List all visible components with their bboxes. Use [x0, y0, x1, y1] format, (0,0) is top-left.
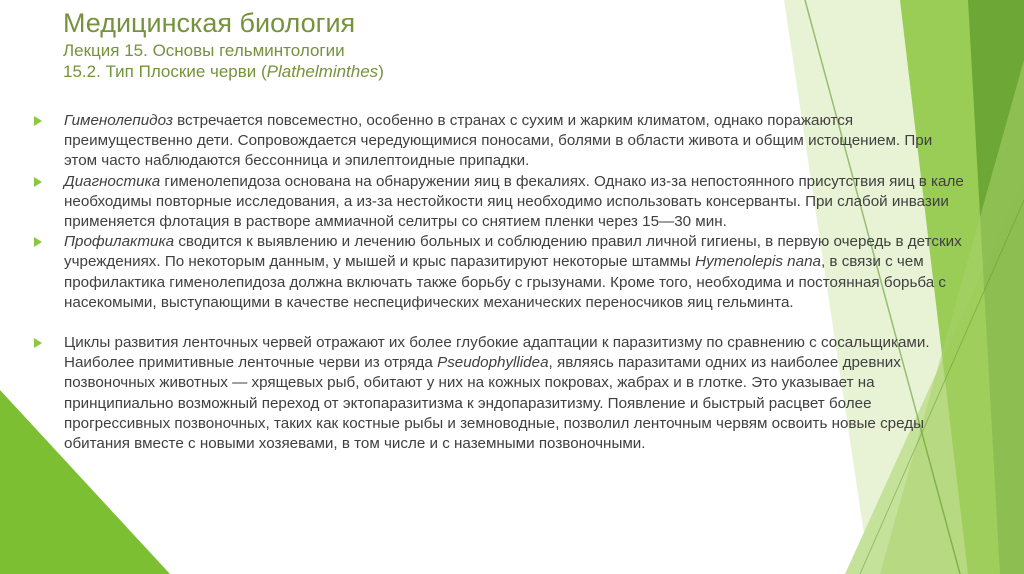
bullet-segment: , в связи с чем профилактика гименолепидоза должна включать также борьбу с грызунами. Кроме того, необходима и постоянная борьба с насекомыми, выступающими в качестве неспецифических механических переносчиков яиц гельминта.: [64, 253, 946, 311]
subtitle-section-latin: Plathelminthes: [266, 62, 379, 81]
bullet-segment: , являясь паразитами одних из наиболее древних позвоночных животных — хрящевых рыб, обитают у них на кожных покровах, жабрах и в глотке. Это указывает на принципиально возможный переход от эктопаразитизма к эндопаразитизму. Появление и быстрый расцвет более прогрессивных позвоночных, таких как костные рыбы и земноводные, позволил ленточным червям освоить новые среды обитания вместе с новыми хозяевами, в том числе и с наземными позвоночными.: [64, 354, 925, 453]
bullet-arrow-icon: [34, 338, 42, 348]
subtitle-section-suffix: ): [378, 62, 384, 81]
slide-subtitle-section: [63, 61, 763, 82]
bullet-arrow-icon: [34, 237, 42, 247]
slide-content: [34, 111, 964, 454]
bullet-arrow-icon: [34, 177, 42, 187]
bullet-hymenolepiasis: [34, 111, 964, 172]
slide-title: Медицинская биология: [63, 8, 356, 38]
bullet-text: [64, 333, 964, 454]
italic-term: Гименолепидоз: [64, 112, 173, 129]
bullet-text: [64, 172, 964, 233]
bullet-arrow-icon: [34, 116, 42, 126]
bullet-text: [64, 232, 964, 313]
italic-term: Hymenolepis nana: [695, 253, 821, 271]
italic-term: Диагностика: [64, 172, 161, 190]
bullet-text: [64, 111, 964, 172]
bullet-segment: гименолепидоза основана на обнаружении яиц в фекалиях. Однако из-за непостоянного присутствия яиц в кале необходимы повторные исследования, а из-за нестойкости яиц необходимо использовать консерванты. При слабой инвазии применяется флотация в растворе аммиачной селитры со снятием пленки через 15—30 мин.: [64, 172, 964, 231]
bullet-prophylaxis: [34, 232, 964, 313]
bullet-diagnostics: [34, 172, 964, 233]
bullet-life-cycles: [34, 333, 964, 454]
bullet-segment: встречается повсеместно, особенно в странах с сухим и жарким климатом, однако поражаются преимущественно дети. Сопровождается чередующимися поносами, болями в области живота и общим истощением. При этом часто наблюдаются бессонница и эпилептоидные припадки.: [64, 112, 933, 170]
slide-title-block: [63, 6, 763, 82]
bullet-segment: Циклы развития ленточных червей отражают их более глубокие адаптации к паразитизму по сравнению с сосальщиками. Наиболее примитивные ленточные черви из отряда: [64, 334, 930, 372]
bullet-segment: сводится к выявлению и лечению больных и соблюдению правил личной гигиены, в первую очередь в детских учреждениях. По некоторым данным, у мышей и крыс паразитируют некоторые штаммы: [64, 233, 962, 271]
italic-term: Pseudophyllidea: [437, 354, 549, 372]
slide-subtitle-lecture: Лекция 15. Основы гельминтологии: [63, 41, 345, 60]
subtitle-section-prefix: 15.2. Тип Плоские черви (: [63, 62, 267, 81]
italic-term: Профилактика: [64, 233, 175, 251]
